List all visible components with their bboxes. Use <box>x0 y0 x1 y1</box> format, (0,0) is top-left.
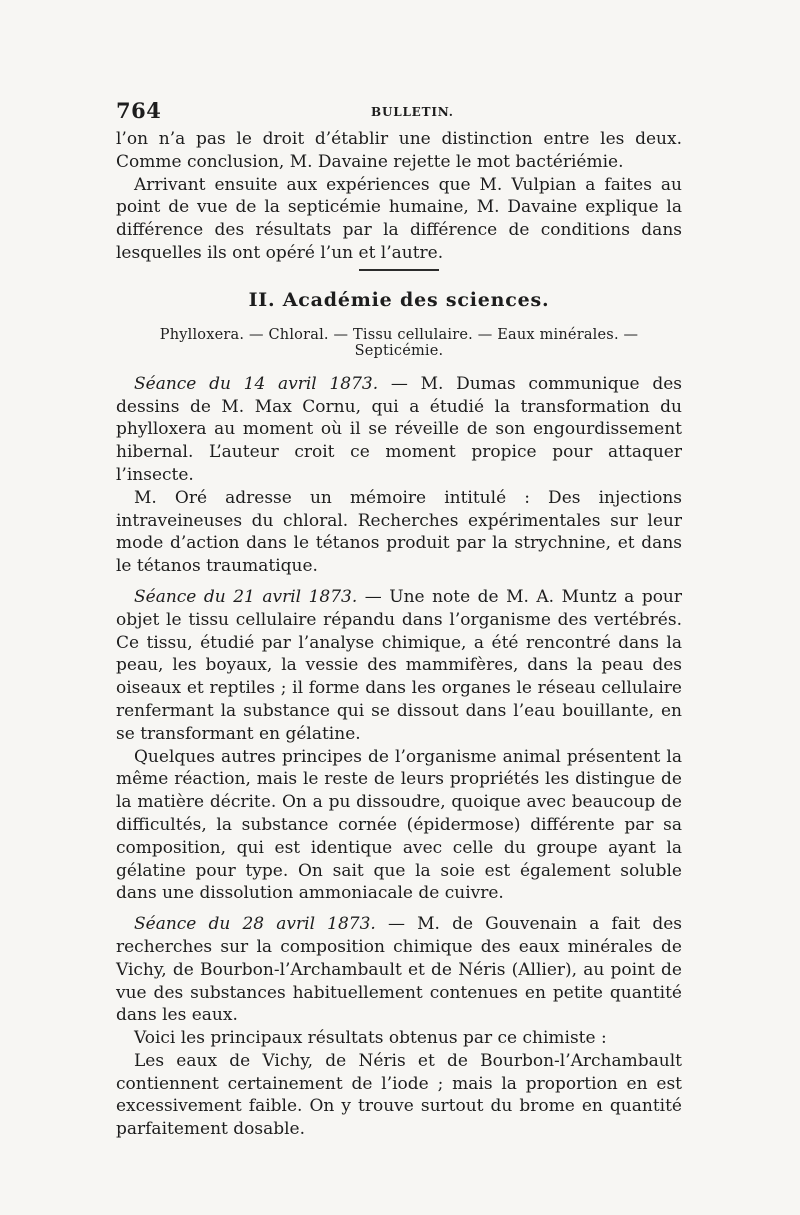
section-divider <box>359 269 439 271</box>
paragraph-vulpian: Arrivant ensuite aux expériences que M. Vulpian a faites au point de vue de la septicémie humaine, M. Davaine explique la différence des résultats par la différence de conditions dans lesquelles ils ont opéré l’un et l’autre. <box>116 174 682 263</box>
seance-text: — Une note de M. A. Muntz a pour objet le tissu cellulaire répandu dans l’organisme des vertébrés. Ce tissu, étudié par l’analyse chimique, a été rencontré dans la peau, les boyaux, la vessie des mammifères, dans la peau des oiseaux et reptiles ; il forme dans les organes le réseau cellulaire renfermant la substance qui se dissout dans l’eau bouillante, en se transformant en gélatine. <box>116 586 683 744</box>
page-number: 764 <box>116 98 162 123</box>
paragraph-eaux: Les eaux de Vichy, de Néris et de Bourbon-l’Archambault contiennent certainement de l’iode ; mais la proportion en est excessivement faible. On y trouve surtout du brome en quantité parfaitement dosable. <box>116 1050 682 1140</box>
seance-text: — M. Dumas communique des dessins de M. Max Cornu, qui a étudié la transformation du phylloxera au moment où il se réveille de son engourdissement hibernal. L’auteur croit ce moment propice pour attaquer l’insecte. <box>116 373 683 485</box>
paragraph-ore: M. Oré adresse un mémoire intitulé : Des injections intraveineuses du chloral. Recherches expérimentales sur leur mode d’action dans le tétanos produit par la strychnine, et dans le tétanos traumatique. <box>116 487 682 577</box>
book-page <box>116 98 682 1141</box>
paragraph-seance-14-avril <box>116 373 682 487</box>
paragraph-principes: Quelques autres principes de l’organisme animal présentent la même réaction, mais le reste de leurs propriétés les distingue de la matière décrite. On a pu dissoudre, quoique avec beaucoup de difficultés, la substance cornée (épidermose) différente par sa composition, qui est identique avec celle du groupe ayant la gélatine pour type. On sait que la soie est également soluble dans une dissolution ammoniacale de cuivre. <box>116 746 682 904</box>
paragraph-conclusion: l’on n’a pas le droit d’établir une distinction entre les deux. Comme conclusion, M. Davaine rejette le mot bactériémie. <box>116 129 682 172</box>
seance-text: — M. de Gouvenain a fait des recherches sur la composition chimique des eaux minérales de Vichy, de Bourbon-l’Archambault et de Néris (Allier), au point de vue des substances habituellement contenues en petite quantité dans les eaux. <box>116 914 682 1026</box>
paragraph-resultats: Voici les principaux résultats obtenus par ce chimiste : <box>134 1028 607 1049</box>
seance-date: Séance du 14 avril 1873. <box>134 373 379 394</box>
paragraph-seance-21-avril <box>116 586 682 746</box>
running-title: BULLETIN. <box>371 105 454 119</box>
paragraph-seance-28-avril <box>116 913 682 1027</box>
section-subjects: Phylloxera. — Chloral. — Tissu cellulaire. — Eaux minérales. — Septicémie. <box>159 326 639 359</box>
running-head <box>116 98 682 128</box>
section-title: II. Académie des sciences. <box>248 288 550 311</box>
seance-date: Séance du 21 avril 1873. <box>134 586 358 607</box>
seance-date: Séance du 28 avril 1873. <box>134 914 376 935</box>
